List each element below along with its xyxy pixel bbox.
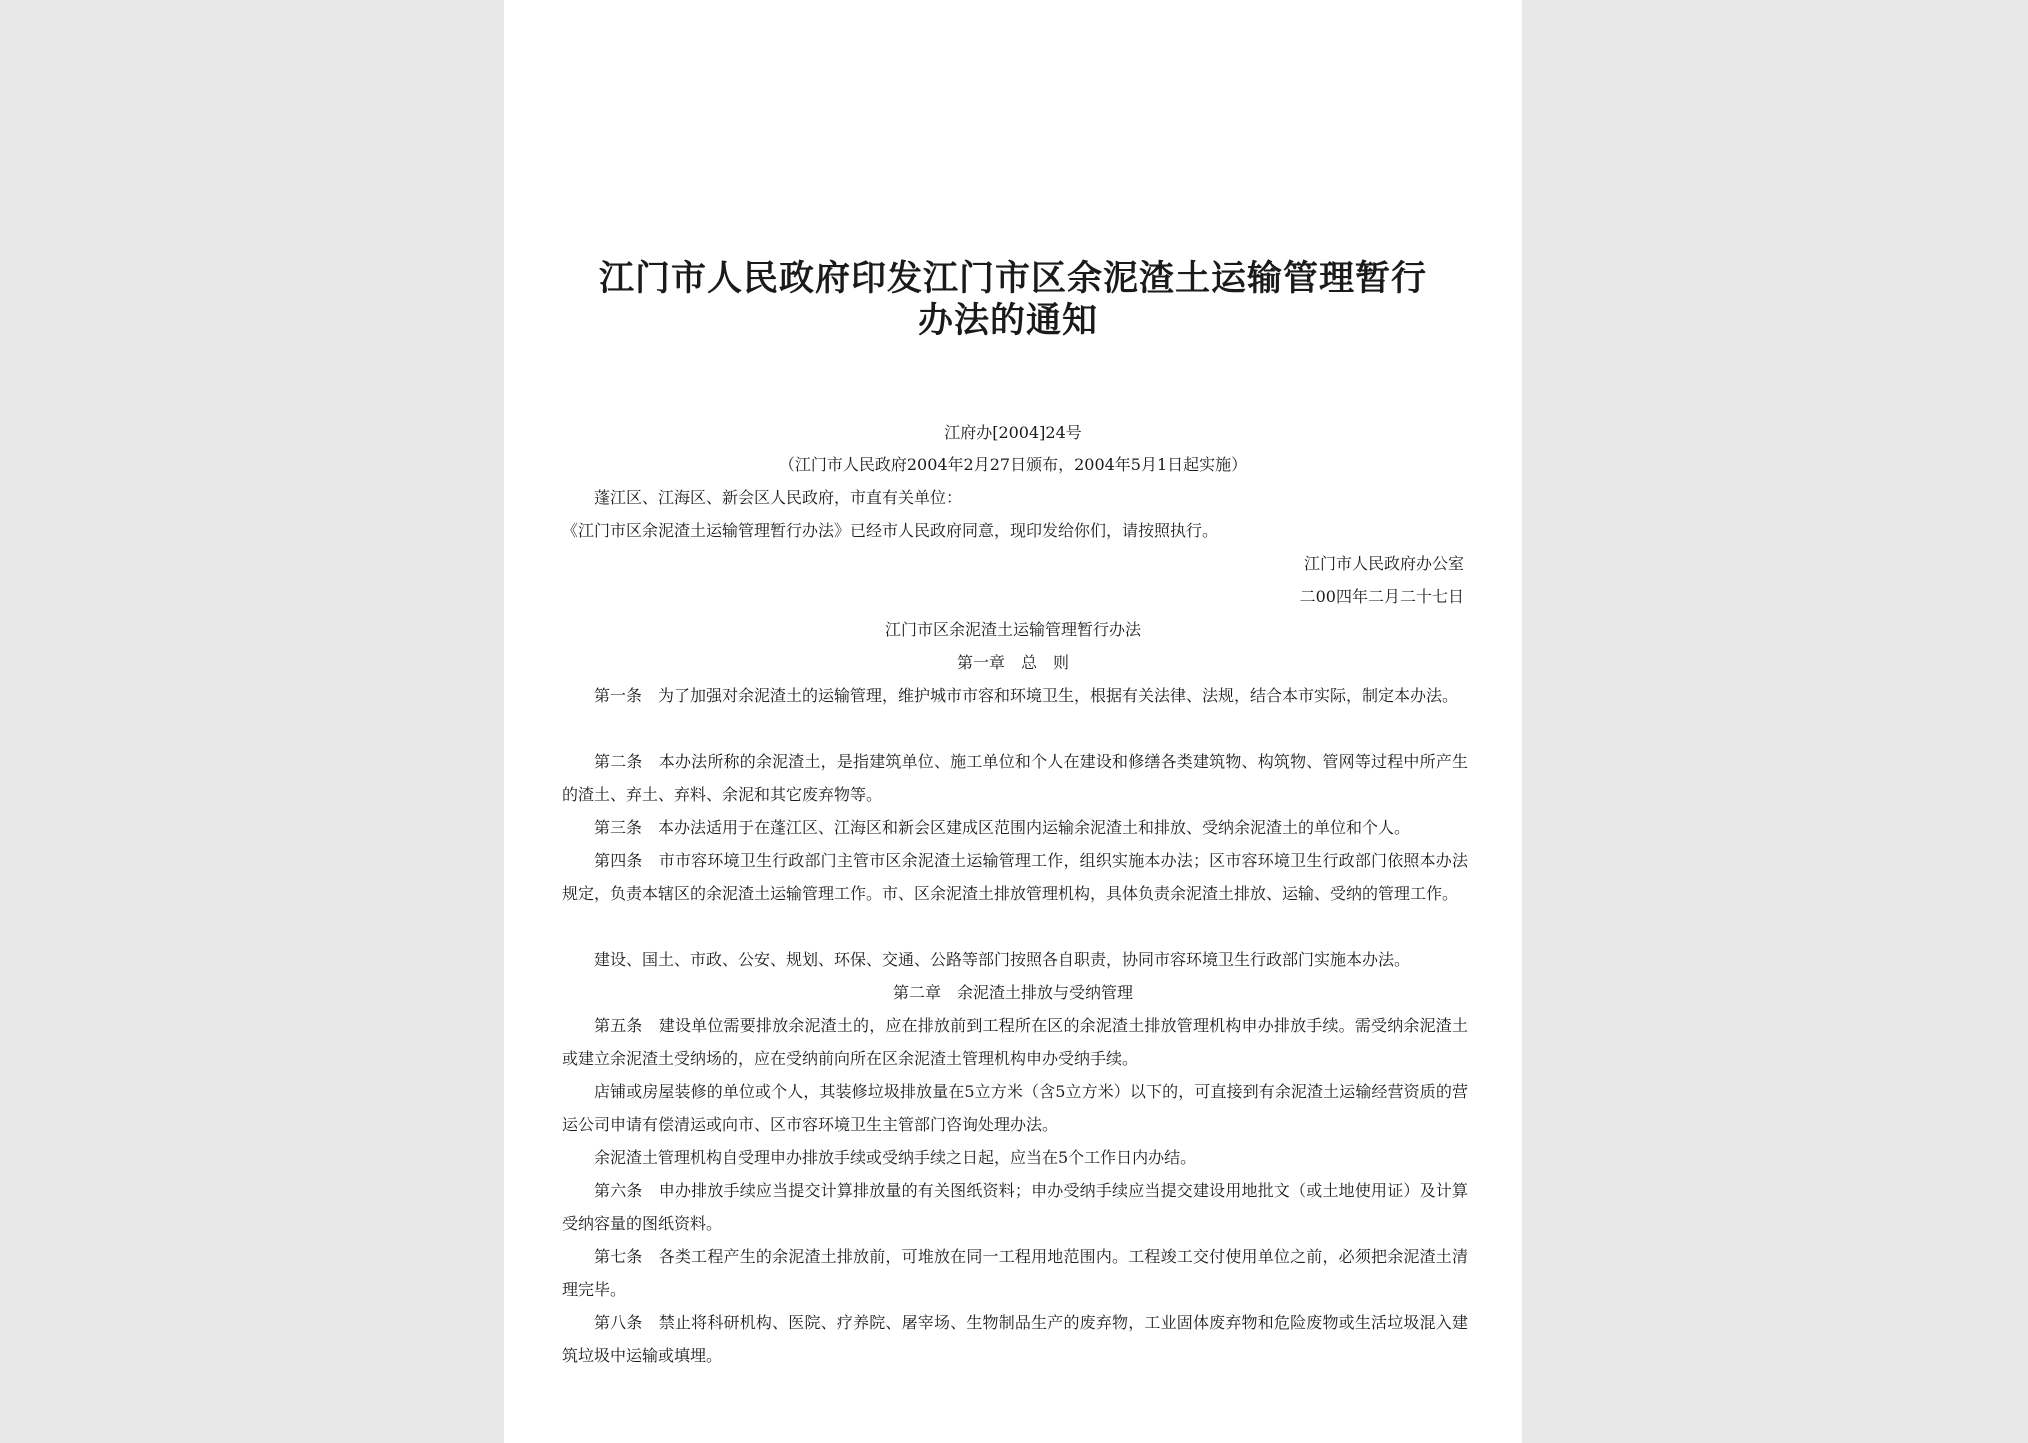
notice-body: 《江门市区余泥渣土运输管理暂行办法》已经市人民政府同意，现印发给你们，请按照执行。 bbox=[562, 521, 1219, 540]
article-8: 第八条 禁止将科研机构、医院、疗养院、屠宰场、生物制品生产的废弃物，工业固体废弃物和危险废物或生活垃圾混入建筑垃圾中运输或填埋。 bbox=[562, 1313, 1468, 1365]
article-3: 第三条 本办法适用于在蓬江区、江海区和新会区建成区范围内运输余泥渣土和排放、受纳余泥渣土的单位和个人。 bbox=[594, 818, 1411, 837]
document-number: 江府办[2004]24号 bbox=[944, 423, 1082, 442]
article-5-para-2: 店铺或房屋装修的单位或个人，其装修垃圾排放量在5立方米（含5立方米）以下的，可直接到有余泥渣土运输经营资质的营运公司申请有偿清运或向市、区市容环境卫生主管部门咨询处理办法。 bbox=[562, 1082, 1468, 1134]
issue-date: 二00四年二月二十七日 bbox=[1299, 587, 1464, 606]
title-line-2: 办法的通知 bbox=[917, 300, 1098, 341]
article-2: 第二条 本办法所称的余泥渣土，是指建筑单位、施工单位和个人在建设和修缮各类建筑物、构筑物、管网等过程中所产生的渣土、弃土、弃料、余泥和其它废弃物等。 bbox=[562, 752, 1468, 804]
chapter-1-title: 第一章 总 则 bbox=[956, 653, 1069, 672]
article-4: 第四条 市市容环境卫生行政部门主管市区余泥渣土运输管理工作，组织实施本办法；区市容环境卫生行政部门依照本办法规定，负责本辖区的余泥渣土运输管理工作。市、区余泥渣土排放管理机构，具体负责余泥渣土排放、运输、受纳的管理工作。 bbox=[562, 851, 1468, 903]
document-page bbox=[504, 0, 1522, 1443]
title-line-1: 江门市人民政府印发江门市区余泥渣土运输管理暂行 bbox=[598, 258, 1427, 299]
article-7: 第七条 各类工程产生的余泥渣土排放前，可堆放在同一工程用地范围内。工程竣工交付使用单位之前，必须把余泥渣土清理完毕。 bbox=[562, 1247, 1468, 1299]
article-1: 第一条 为了加强对余泥渣土的运输管理，维护城市市容和环境卫生，根据有关法律、法规，结合本市实际，制定本办法。 bbox=[594, 686, 1459, 705]
addressee: 蓬江区、江海区、新会区人民政府，市直有关单位： bbox=[594, 488, 963, 507]
article-4-para-2: 建设、国土、市政、公安、规划、环保、交通、公路等部门按照各自职责，协同市容环境卫生行政部门实施本办法。 bbox=[594, 950, 1411, 969]
document-title bbox=[504, 258, 1522, 342]
article-5: 第五条 建设单位需要排放余泥渣土的，应在排放前到工程所在区的余泥渣土排放管理机构申办排放手续。需受纳余泥渣土或建立余泥渣土受纳场的，应在受纳前向所在区余泥渣土管理机构申办受纳手续。 bbox=[562, 1016, 1468, 1068]
issued-note: （江门市人民政府2004年2月27日颁布，2004年5月1日起实施） bbox=[778, 455, 1248, 474]
article-5-para-3: 余泥渣土管理机构自受理申办排放手续或受纳手续之日起，应当在5个工作日内办结。 bbox=[594, 1148, 1197, 1167]
issuer: 江门市人民政府办公室 bbox=[1303, 554, 1464, 573]
measures-title: 江门市区余泥渣土运输管理暂行办法 bbox=[884, 620, 1141, 639]
chapter-2-title: 第二章 余泥渣土排放与受纳管理 bbox=[892, 983, 1133, 1002]
article-6: 第六条 申办排放手续应当提交计算排放量的有关图纸资料；申办受纳手续应当提交建设用地批文（或土地使用证）及计算受纳容量的图纸资料。 bbox=[562, 1181, 1468, 1233]
